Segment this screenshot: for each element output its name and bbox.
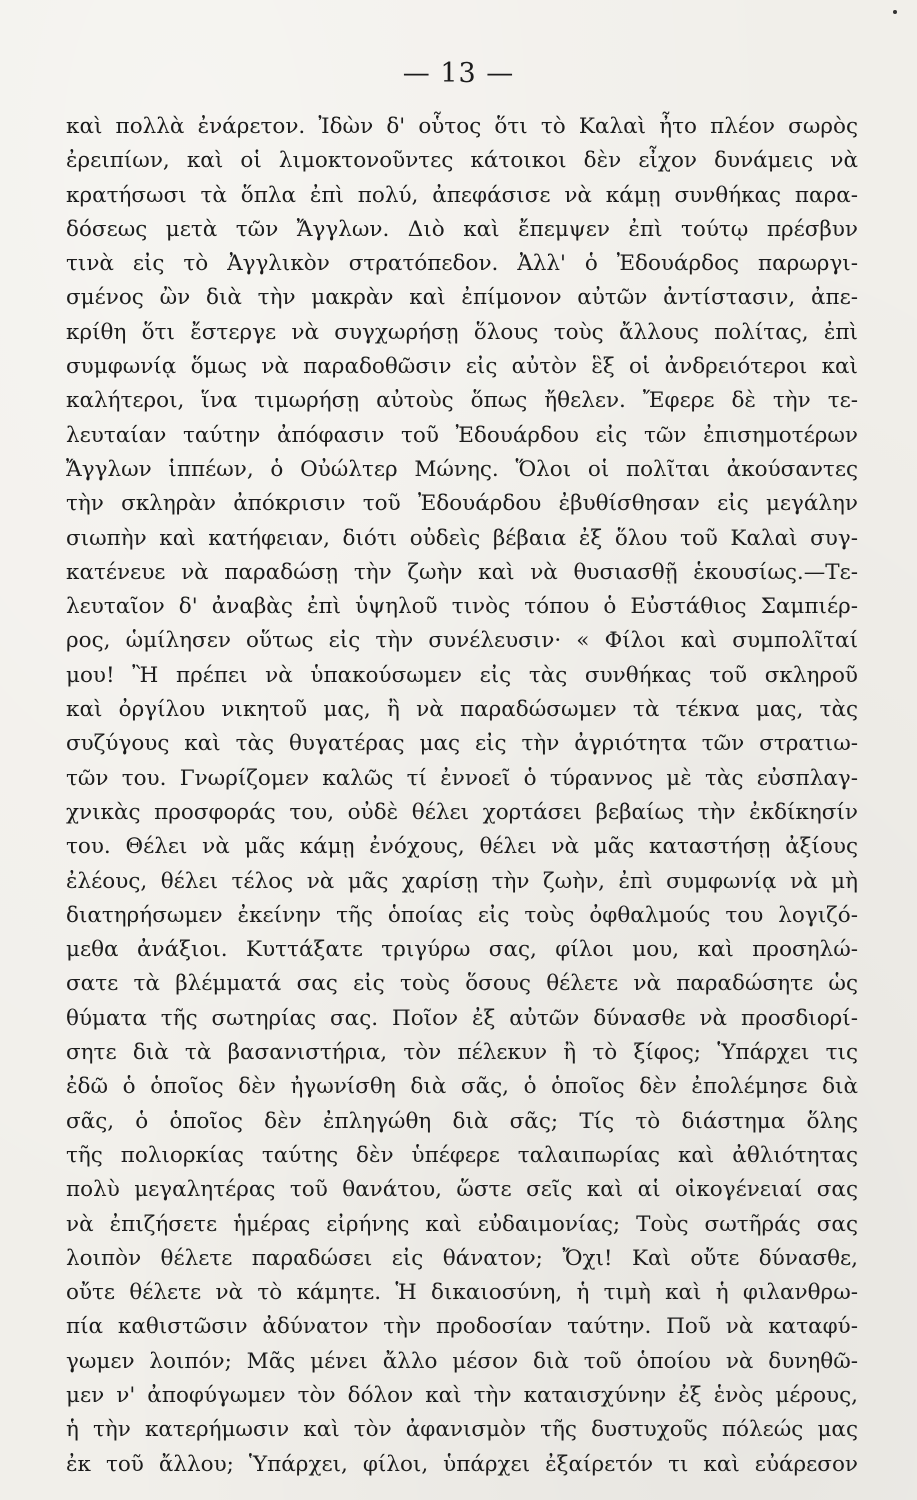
text-line: θύματα τῆς σωτηρίας σας. Ποῖον ἐξ αὐτῶν δύνασθε νὰ προσδιορί- — [66, 1005, 858, 1031]
text-line: συζύγους καὶ τὰς θυγατέρας μας εἰς τὴν ἀγριότητα τῶν στρατιω- — [66, 731, 858, 757]
text-line: δόσεως μετὰ τῶν Ἄγγλων. Διὸ καὶ ἔπεμψεν ἐπὶ τούτῳ πρέσβυν — [66, 216, 858, 242]
text-line: του. Θέλει νὰ μᾶς κάμῃ ἐνόχους, θέλει νὰ μᾶς καταστήσῃ ἀξίους — [66, 834, 858, 860]
text-line: μου! Ἢ πρέπει νὰ ὑπακούσωμεν εἰς τὰς συνθήκας τοῦ σκληροῦ — [66, 662, 858, 688]
text-line: σμένος ὢν διὰ τὴν μακρὰν καὶ ἐπίμονον αὐτῶν ἀντίστασιν, ἀπε- — [66, 285, 858, 311]
text-line: τῶν του. Γνωρίζομεν καλῶς τί ἐννοεῖ ὁ τύραννος μὲ τὰς εὐσπλαγ- — [66, 765, 858, 791]
text-line: ἐλέους, θέλει τέλος νὰ μᾶς χαρίσῃ τὴν ζωὴν, ἐπὶ συμφωνίᾳ νὰ μὴ — [66, 868, 858, 894]
text-line: τινὰ εἰς τὸ Ἀγγλικὸν στρατόπεδον. Ἀλλ' ὁ Ἐδουάρδος παρωργι- — [66, 251, 858, 277]
text-line: κρίθη ὅτι ἔστεργε νὰ συγχωρήσῃ ὅλους τοὺς ἄλλους πολίτας, ἐπὶ — [66, 319, 858, 345]
text-line: λοιπὸν θέλετε παραδώσει εἰς θάνατον; Ὄχι! Καὶ οὔτε δύνασθε, — [66, 1245, 858, 1271]
text-line: κρατήσωσι τὰ ὅπλα ἐπὶ πολύ, ἀπεφάσισε νὰ κάμῃ συνθήκας παρα- — [66, 182, 858, 208]
text-line: μεθα ἀνάξιοι. Κυττάξατε τριγύρω σας, φίλοι μου, καὶ προσηλώ- — [66, 937, 858, 963]
text-line: καὶ ὀργίλου νικητοῦ μας, ἢ νὰ παραδώσωμεν τὰ τέκνα μας, τὰς — [66, 697, 858, 723]
text-line: πολὺ μεγαλητέρας τοῦ θανάτου, ὥστε σεῖς καὶ αἱ οἰκογένειαί σας — [66, 1177, 858, 1203]
text-line: καλήτεροι, ἵνα τιμωρήσῃ αὐτοὺς ὅπως ἤθελεν. Ἔφερε δὲ τὴν τε- — [66, 388, 858, 414]
text-line: καὶ πολλὰ ἐνάρετον. Ἰδὼν δ' οὗτος ὅτι τὸ Καλαὶ ἦτο πλέον σωρὸς — [66, 114, 858, 139]
text-line: ἐκ τοῦ ἄλλου; Ὑπάρχει, φίλοι, ὑπάρχει ἐξαίρετόν τι καὶ εὐάρεσον — [66, 1451, 858, 1477]
text-line: τῆς πολιορκίας ταύτης δὲν ὑπέφερε ταλαιπωρίας καὶ ἀθλιότητας — [66, 1142, 858, 1168]
text-line: νὰ ἐπιζήσετε ἡμέρας εἰρήνης καὶ εὐδαιμονίας; Τοὺς σωτῆράς σας — [66, 1211, 858, 1237]
text-line: σατε τὰ βλέμματά σας εἰς τοὺς ὅσους θέλετε νὰ παραδώσητε ὡς — [66, 971, 858, 997]
text-line: σιωπὴν καὶ κατήφειαν, διότι οὐδεὶς βέβαια ἐξ ὅλου τοῦ Καλαὶ συγ- — [66, 525, 858, 551]
page-number: — 13 — — [402, 58, 515, 89]
text-line: ἐδῶ ὁ ὁποῖος δὲν ἠγωνίσθη διὰ σᾶς, ὁ ὁποῖος δὲν ἐπολέμησε διὰ — [66, 1074, 858, 1100]
ink-speck — [893, 10, 897, 14]
text-line: κατένευε νὰ παραδώσῃ τὴν ζωὴν καὶ νὰ θυσιασθῇ ἑκουσίως.—Τε- — [66, 559, 858, 585]
text-line: ἡ τὴν κατερήμωσιν καὶ τὸν ἀφανισμὸν τῆς δυστυχοῦς πόλεώς μας — [66, 1417, 858, 1443]
text-line: πία καθιστῶσιν ἀδύνατον τὴν προδοσίαν ταύτην. Ποῦ νὰ καταφύ- — [66, 1314, 858, 1340]
text-line: σᾶς, ὁ ὁποῖος δὲν ἐπληγώθη διὰ σᾶς; Τίς τὸ διάστημα ὅλης — [66, 1108, 858, 1134]
text-line: χνικὰς προσφοράς του, οὐδὲ θέλει χορτάσει βεβαίως τὴν ἐκδίκησίν — [66, 799, 858, 825]
text-line: λευταίαν ταύτην ἀπόφασιν τοῦ Ἐδουάρδου εἰς τῶν ἐπισημοτέρων — [66, 422, 858, 448]
text-line: γωμεν λοιπόν; Μᾶς μένει ἄλλο μέσον διὰ τοῦ ὁποίου νὰ δυνηθῶ- — [66, 1348, 858, 1374]
text-line: ἐρειπίων, καὶ οἱ λιμοκτονοῦντες κάτοικοι δὲν εἶχον δυνάμεις νὰ — [66, 148, 858, 174]
text-line: σητε διὰ τὰ βασανιστήρια, τὸν πέλεκυν ἢ τὸ ξίφος; Ὑπάρχει τις — [66, 1040, 858, 1066]
text-line: οὔτε θέλετε νὰ τὸ κάμητε. Ἡ δικαιοσύνη, ἡ τιμὴ καὶ ἡ φιλανθρω- — [66, 1280, 858, 1306]
text-line: ρος, ὡμίλησεν οὕτως εἰς τὴν συνέλευσιν· « Φίλοι καὶ συμπολῖταί — [66, 628, 858, 654]
text-line: τὴν σκληρὰν ἀπόκρισιν τοῦ Ἐδουάρδου ἐβυθίσθησαν εἰς μεγάλην — [66, 491, 858, 517]
text-line: μεν ν' ἀποφύγωμεν τὸν δόλον καὶ τὴν καταισχύνην ἐξ ἑνὸς μέρους, — [66, 1382, 858, 1408]
body-text — [66, 110, 858, 1482]
text-line: διατηρήσωμεν ἐκείνην τῆς ὁποίας εἰς τοὺς ὀφθαλμούς του λογιζό- — [66, 902, 858, 928]
text-line: Ἄγγλων ἱππέων, ὁ Οὐώλτερ Μώνης. Ὅλοι οἱ πολῖται ἀκούσαντες — [66, 456, 858, 482]
text-line: συμφωνίᾳ ὅμως νὰ παραδοθῶσιν εἰς αὐτὸν ἓξ οἱ ἀνδρειότεροι καὶ — [66, 354, 858, 380]
text-line: λευταῖον δ' ἀναβὰς ἐπὶ ὑψηλοῦ τινὸς τόπου ὁ Εὐστάθιος Σαμπιέρ- — [66, 594, 858, 620]
